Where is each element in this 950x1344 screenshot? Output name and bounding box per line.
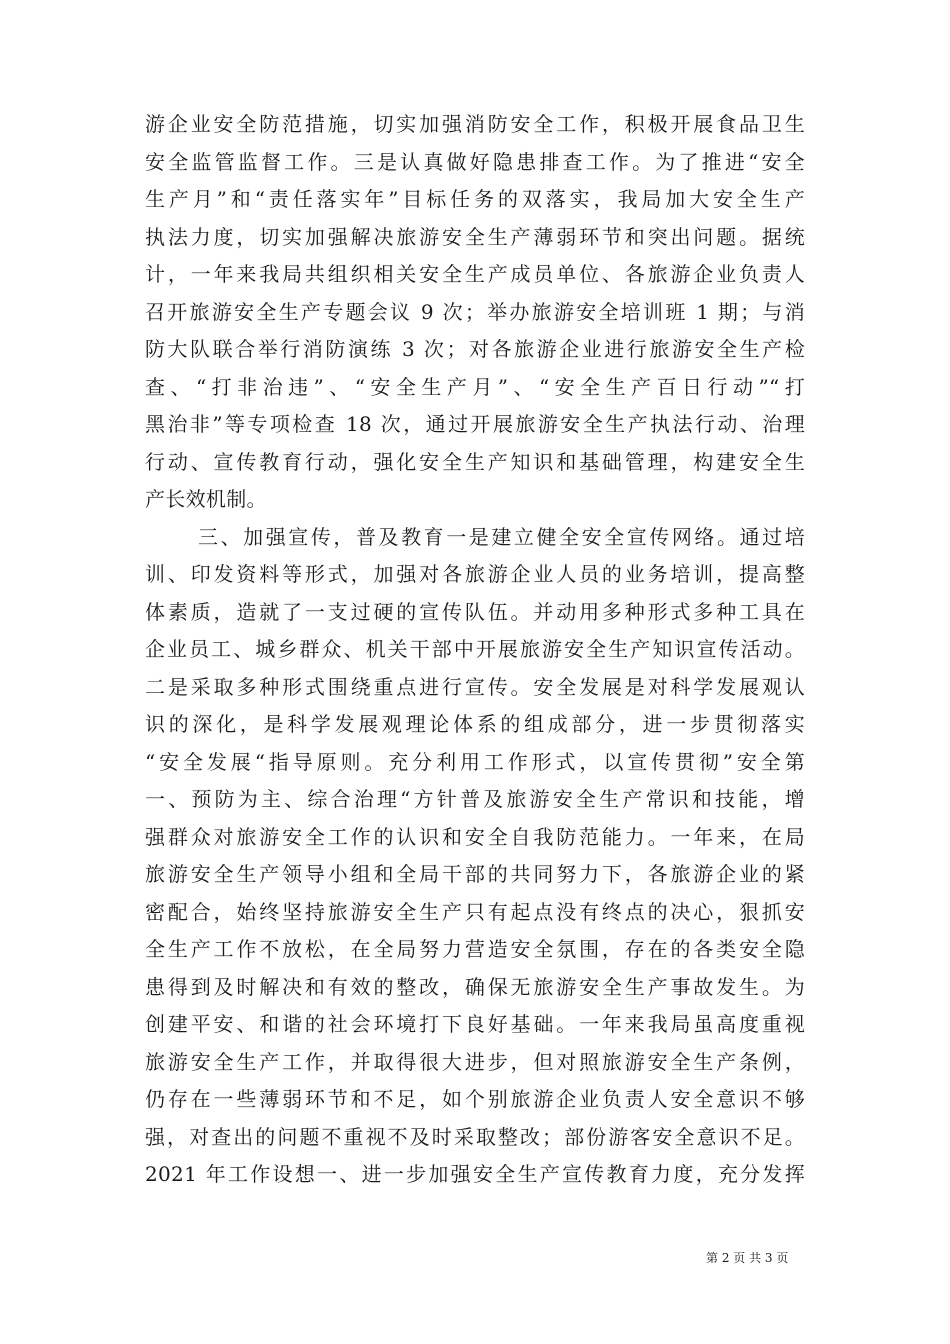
text-line: 企业员工、城乡群众、机关干部中开展旅游安全生产知识宣传活动。 xyxy=(145,637,805,661)
text-line: 查、“打非治违”、“安全生产月”、“安全生产百日行动”“打 xyxy=(145,374,805,399)
text-line: 产长效机制。 xyxy=(145,487,267,511)
text-line: 游企业安全防范措施，切实加强消防安全工作，积极开展食品卫生 xyxy=(145,112,805,136)
text-line: 识的深化，是科学发展观理论体系的组成部分，进一步贯彻落实 xyxy=(145,712,805,736)
text-line: 执法力度，切实加强解决旅游安全生产薄弱环节和突出问题。据统 xyxy=(145,224,805,249)
text-line: 生产月”和“责任落实年”目标任务的双落实，我局加大安全生产 xyxy=(145,187,805,211)
text-line: 强群众对旅游安全工作的认识和安全自我防范能力。一年来，在局 xyxy=(145,824,805,849)
text-line: 安全监管监督工作。三是认真做好隐患排查工作。为了推进“安全 xyxy=(145,149,805,174)
text-line: 旅游安全生产工作，并取得很大进步，但对照旅游安全生产条例， xyxy=(145,1049,805,1074)
section-heading-line: 三、加强宣传，普及教育一是建立健全安全宣传网络。通过培 xyxy=(198,524,805,549)
text-line: 训、印发资料等形式，加强对各旅游企业人员的业务培训，提高整 xyxy=(145,562,805,586)
text-line: 创建平安、和谐的社会环境打下良好基础。一年来我局虽高度重视 xyxy=(145,1012,805,1036)
text-line: 体素质，造就了一支过硬的宣传队伍。并动用多种形式多种工具在 xyxy=(145,599,805,624)
text-line: 仍存在一些薄弱环节和不足，如个别旅游企业负责人安全意识不够 xyxy=(145,1087,805,1111)
text-line: 一、预防为主、综合治理“方针普及旅游安全生产常识和技能，增 xyxy=(145,787,805,811)
page-number: 第 2 页 共 3 页 xyxy=(706,1251,789,1265)
text-line: “安全发展“指导原则。充分利用工作形式，以宣传贯彻”安全第 xyxy=(145,749,805,774)
text-line: 患得到及时解决和有效的整改，确保无旅游安全生产事故发生。为 xyxy=(145,974,805,999)
text-line: 二是采取多种形式围绕重点进行宣传。安全发展是对科学发展观认 xyxy=(145,674,805,699)
text-line: 行动、宣传教育行动，强化安全生产知识和基础管理，构建安全生 xyxy=(145,449,805,474)
text-line: 召开旅游安全生产专题会议 9 次；举办旅游安全培训班 1 期；与消 xyxy=(145,299,805,324)
text-line: 全生产工作不放松，在全局努力营造安全氛围，存在的各类安全隐 xyxy=(145,937,805,961)
text-line: 防大队联合举行消防演练 3 次；对各旅游企业进行旅游安全生产检 xyxy=(145,337,805,361)
text-line: 密配合，始终坚持旅游安全生产只有起点没有终点的决心，狠抓安 xyxy=(145,899,805,924)
text-line: 计，一年来我局共组织相关安全生产成员单位、各旅游企业负责人 xyxy=(145,262,805,286)
body-text xyxy=(145,106,805,1194)
text-line: 黑治非”等专项检查 18 次，通过开展旅游安全生产执法行动、治理 xyxy=(145,412,805,436)
text-line: 2021 年工作设想一、进一步加强安全生产宣传教育力度，充分发挥 xyxy=(145,1162,805,1186)
text-line: 旅游安全生产领导小组和全局干部的共同努力下，各旅游企业的紧 xyxy=(145,862,805,886)
text-line: 强，对查出的问题不重视不及时采取整改；部份游客安全意识不足。 xyxy=(145,1124,805,1149)
